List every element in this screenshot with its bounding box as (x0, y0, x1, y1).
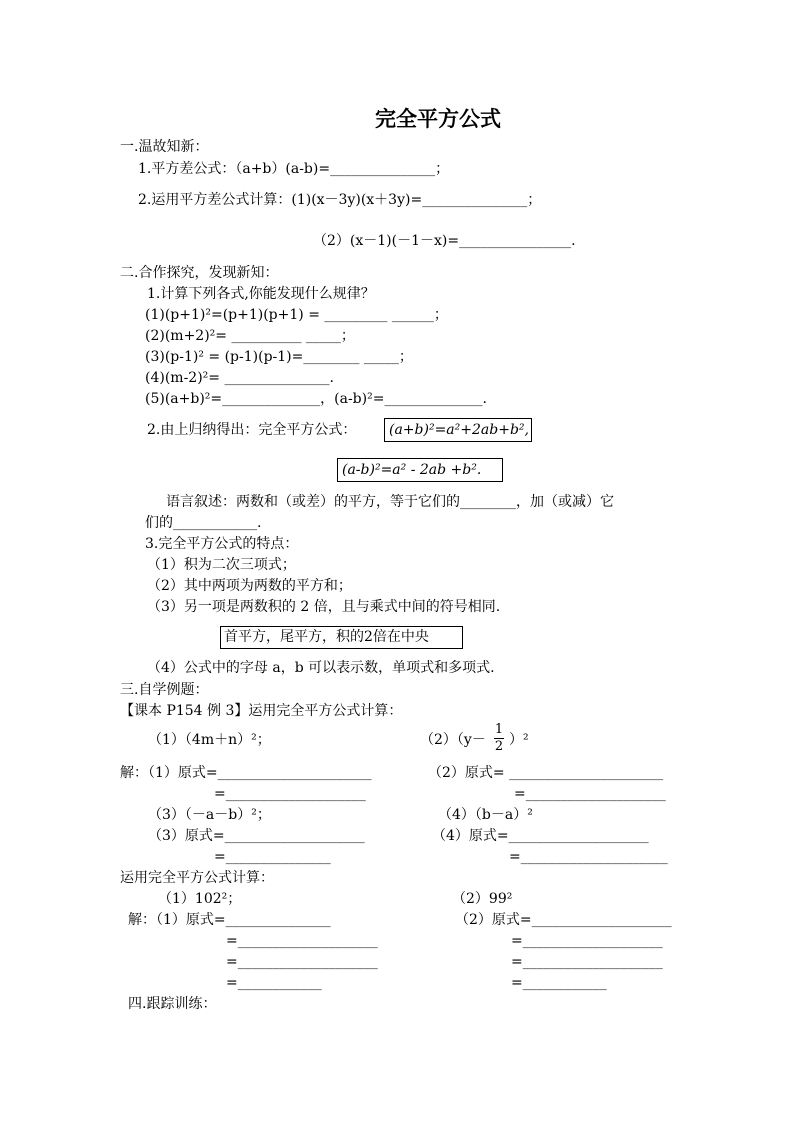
s2-features: 3.完全平方公式的特点： (145, 536, 299, 552)
s3-solution-2b: =____________________ (514, 786, 666, 802)
s3-problem-1: （1）（4m＋n）²； (148, 732, 271, 748)
s2-feature-4: （4）公式中的字母 a，b 可以表示数，单项式和多项式. (147, 660, 495, 676)
s3-exercise: 运用完全平方公式计算： (120, 870, 274, 886)
s3-answer-1: 解：（1）原式=_______________ (128, 912, 331, 928)
s2-item-1: (1)(p+1)²=(p+1)(p+1) = _________ ______； (145, 307, 448, 323)
s2-intro: 1.计算下列各式,你能发现什么规律？ (147, 286, 375, 302)
s3-answer-2: （2）原式=____________________ (455, 912, 672, 928)
s3-solution-2: （2）原式= ______________________ (428, 765, 664, 781)
s3-answer-1-line-3: =____________________ (226, 954, 378, 970)
section2-heading: 二.合作探究，发现新知： (120, 265, 279, 281)
s2-item-5: (5)(a+b)²=______________，(a-b)²=______________. (145, 391, 487, 407)
s3-problem-2b: ）² (509, 732, 529, 748)
page-title: 完全平方公式 (375, 106, 501, 131)
formula-2: (a-b)²=a² - 2ab +b². (342, 462, 482, 478)
s2-item-4: (4)(m-2)²= _______________. (145, 370, 334, 386)
s3-solution-3: （3）原式=____________________ (148, 828, 365, 844)
s1-q1: 1.平方差公式：（a+b）(a-b)=_______________； (138, 161, 450, 177)
s3-q1: （1）102²； (158, 891, 242, 907)
section4-heading: 四.跟踪训练： (128, 996, 217, 1012)
s2-lang-1: 语言叙述：两数和（或差）的平方，等于它们的________，加（或减）它 (166, 494, 614, 510)
s3-answer-2-line-3: =____________________ (511, 954, 663, 970)
s3-problem-4: （4）（b－a）² (438, 807, 533, 823)
s2-summary: 2.由上归纳得出：完全平方公式： (147, 422, 357, 438)
s3-answer-2-line-2: =____________________ (511, 933, 663, 949)
s2-item-3: (3)(p-1)² = (p-1)(p-1)=________ _____； (145, 349, 413, 365)
s2-item-2: (2)(m+2)²= __________ _____； (145, 328, 355, 344)
s3-answer-1-line-4: =____________ (226, 975, 322, 991)
s3-problem-2a: （2）（y－ (420, 732, 486, 748)
s2-feature-3: （3）另一项是两数积的 2 倍，且与乘式中间的符号相同. (147, 599, 501, 615)
s3-solution-1b: =____________________ (214, 786, 366, 802)
fraction-denominator: 2 (494, 739, 504, 754)
s1-q2b: （2）(x－1)(－1－x)=________________. (313, 233, 576, 249)
s3-solution-1: 解：（1）原式=______________________ (120, 765, 372, 781)
s3-solution-4b: =_____________________ (509, 849, 668, 865)
s2-feature-2: （2）其中两项为两数的平方和； (147, 578, 352, 594)
s3-problem-3: （3）（－a－b）²； (148, 807, 271, 823)
formula-1: (a+b)²=a²+2ab+b², (389, 422, 529, 438)
section1-heading: 一.温故知新： (120, 139, 209, 155)
s1-q2: 2.运用平方差公式计算：(1)(x－3y)(x＋3y)=_______________； (138, 192, 542, 208)
s2-feature-1: （1）积为二次三项式； (147, 557, 296, 573)
section3-heading: 三.自学例题： (120, 682, 209, 698)
s3-answer-2-line-4: =____________ (511, 975, 607, 991)
fraction-numerator: 1 (494, 722, 504, 737)
s3-solution-4: （4）原式=____________________ (432, 828, 649, 844)
s3-solution-3b: =_______________ (214, 849, 331, 865)
s3-answer-1-line-2: =____________________ (226, 933, 378, 949)
fraction-one-half (494, 723, 504, 753)
mnemonic: 首平方，尾平方，积的2倍在中央 (224, 629, 429, 645)
s3-q2: （2）99² (452, 891, 513, 907)
s2-lang-2: 们的____________. (145, 515, 262, 531)
s3-example: 【课本 P154 例 3】运用完全平方公式计算： (120, 703, 403, 719)
